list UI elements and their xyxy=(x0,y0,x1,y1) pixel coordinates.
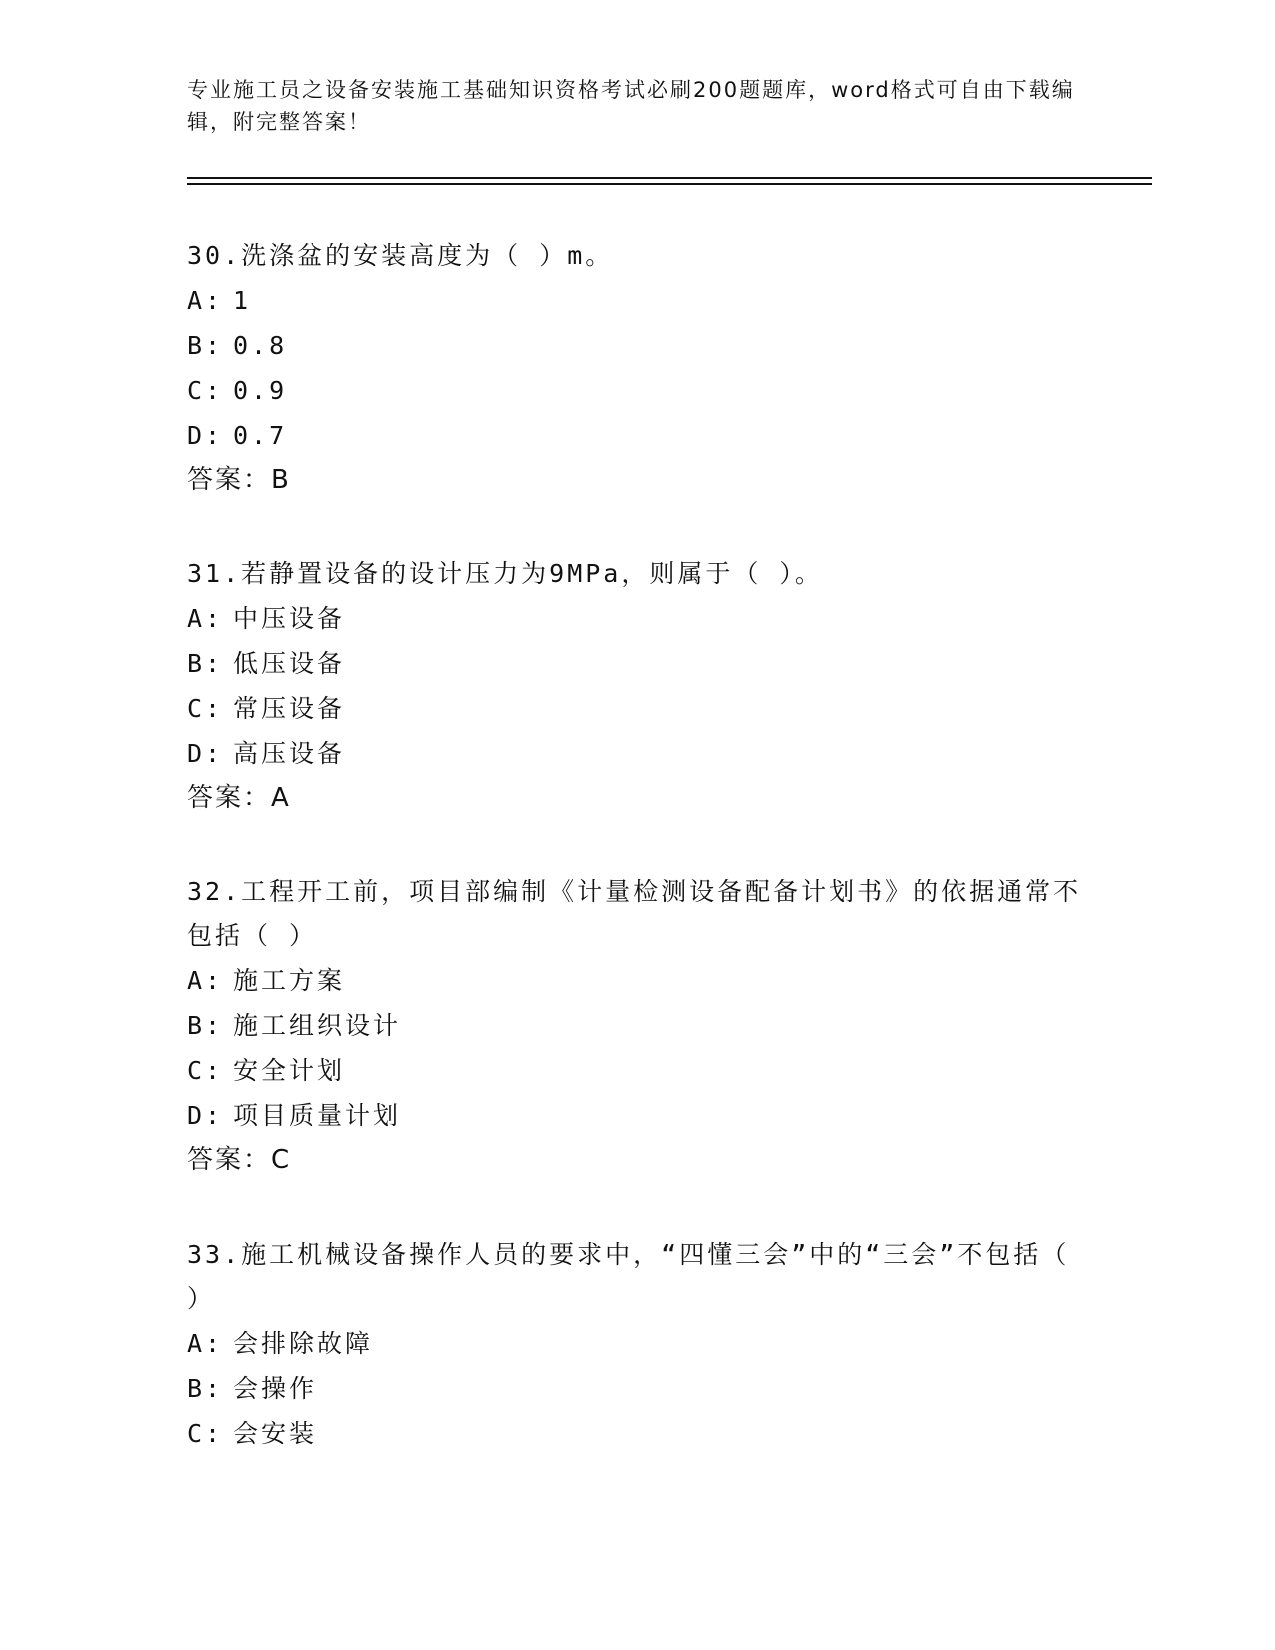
option-c xyxy=(187,1411,1087,1456)
option-c xyxy=(187,1048,1087,1093)
option-b xyxy=(187,1366,1087,1411)
option-text: 低压设备 xyxy=(233,649,346,678)
option-letter: D: xyxy=(187,739,224,768)
option-letter: A: xyxy=(187,966,224,995)
option-text: 会操作 xyxy=(233,1374,318,1403)
option-b xyxy=(187,641,1087,686)
option-letter: B: xyxy=(187,331,224,360)
option-text: 施工方案 xyxy=(233,966,346,995)
option-text: 会排除故障 xyxy=(233,1329,374,1358)
option-letter: C: xyxy=(187,376,224,405)
option-letter: D: xyxy=(187,421,224,450)
option-b xyxy=(187,1003,1087,1048)
question-stem: 33.施工机械设备操作人员的要求中，“四懂三会”中的“三会”不包括（ ） xyxy=(187,1240,1070,1313)
option-letter: A: xyxy=(187,286,224,315)
question-32 xyxy=(187,870,1087,1183)
option-a xyxy=(187,278,1087,323)
option-text: 高压设备 xyxy=(233,739,346,768)
option-text: 安全计划 xyxy=(233,1056,346,1085)
option-text: 施工组织设计 xyxy=(233,1011,402,1040)
question-stem: 32.工程开工前，项目部编制《计量检测设备配备计划书》的依据通常不包括（ ） xyxy=(187,877,1082,950)
header-divider xyxy=(187,177,1152,179)
option-d xyxy=(187,731,1087,776)
option-letter: A: xyxy=(187,1329,224,1358)
option-text: 0.8 xyxy=(233,331,288,360)
option-letter: A: xyxy=(187,604,224,633)
question-33 xyxy=(187,1233,1087,1456)
question-30 xyxy=(187,234,1087,503)
option-text: 会安装 xyxy=(233,1419,318,1448)
option-text: 0.9 xyxy=(233,376,288,405)
answer-line: 答案：B xyxy=(187,465,291,495)
answer-line: 答案：A xyxy=(187,783,291,813)
option-text: 项目质量计划 xyxy=(233,1101,402,1130)
option-letter: D: xyxy=(187,1101,224,1130)
option-letter: B: xyxy=(187,649,224,678)
option-letter: B: xyxy=(187,1011,224,1040)
option-text: 1 xyxy=(233,286,252,315)
question-stem: 31.若静置设备的设计压力为9MPa，则属于（ ）。 xyxy=(187,559,823,588)
option-text: 常压设备 xyxy=(233,694,346,723)
option-letter: B: xyxy=(187,1374,224,1403)
option-c xyxy=(187,686,1087,731)
option-letter: C: xyxy=(187,694,224,723)
option-a xyxy=(187,958,1087,1003)
option-d xyxy=(187,1093,1087,1138)
document-header: 专业施工员之设备安装施工基础知识资格考试必刷200题题库，word格式可自由下载编辑，附完整答案！ xyxy=(187,78,1075,134)
option-text: 0.7 xyxy=(233,421,288,450)
question-stem: 30.洗涤盆的安装高度为（ ）m。 xyxy=(187,241,614,270)
option-text: 中压设备 xyxy=(233,604,346,633)
option-d xyxy=(187,413,1087,458)
option-a xyxy=(187,1321,1087,1366)
question-31 xyxy=(187,552,1087,821)
header-divider-secondary xyxy=(187,183,1152,185)
option-letter: C: xyxy=(187,1419,224,1448)
option-c xyxy=(187,368,1087,413)
option-a xyxy=(187,596,1087,641)
answer-line: 答案：C xyxy=(187,1145,292,1175)
option-letter: C: xyxy=(187,1056,224,1085)
option-b xyxy=(187,323,1087,368)
